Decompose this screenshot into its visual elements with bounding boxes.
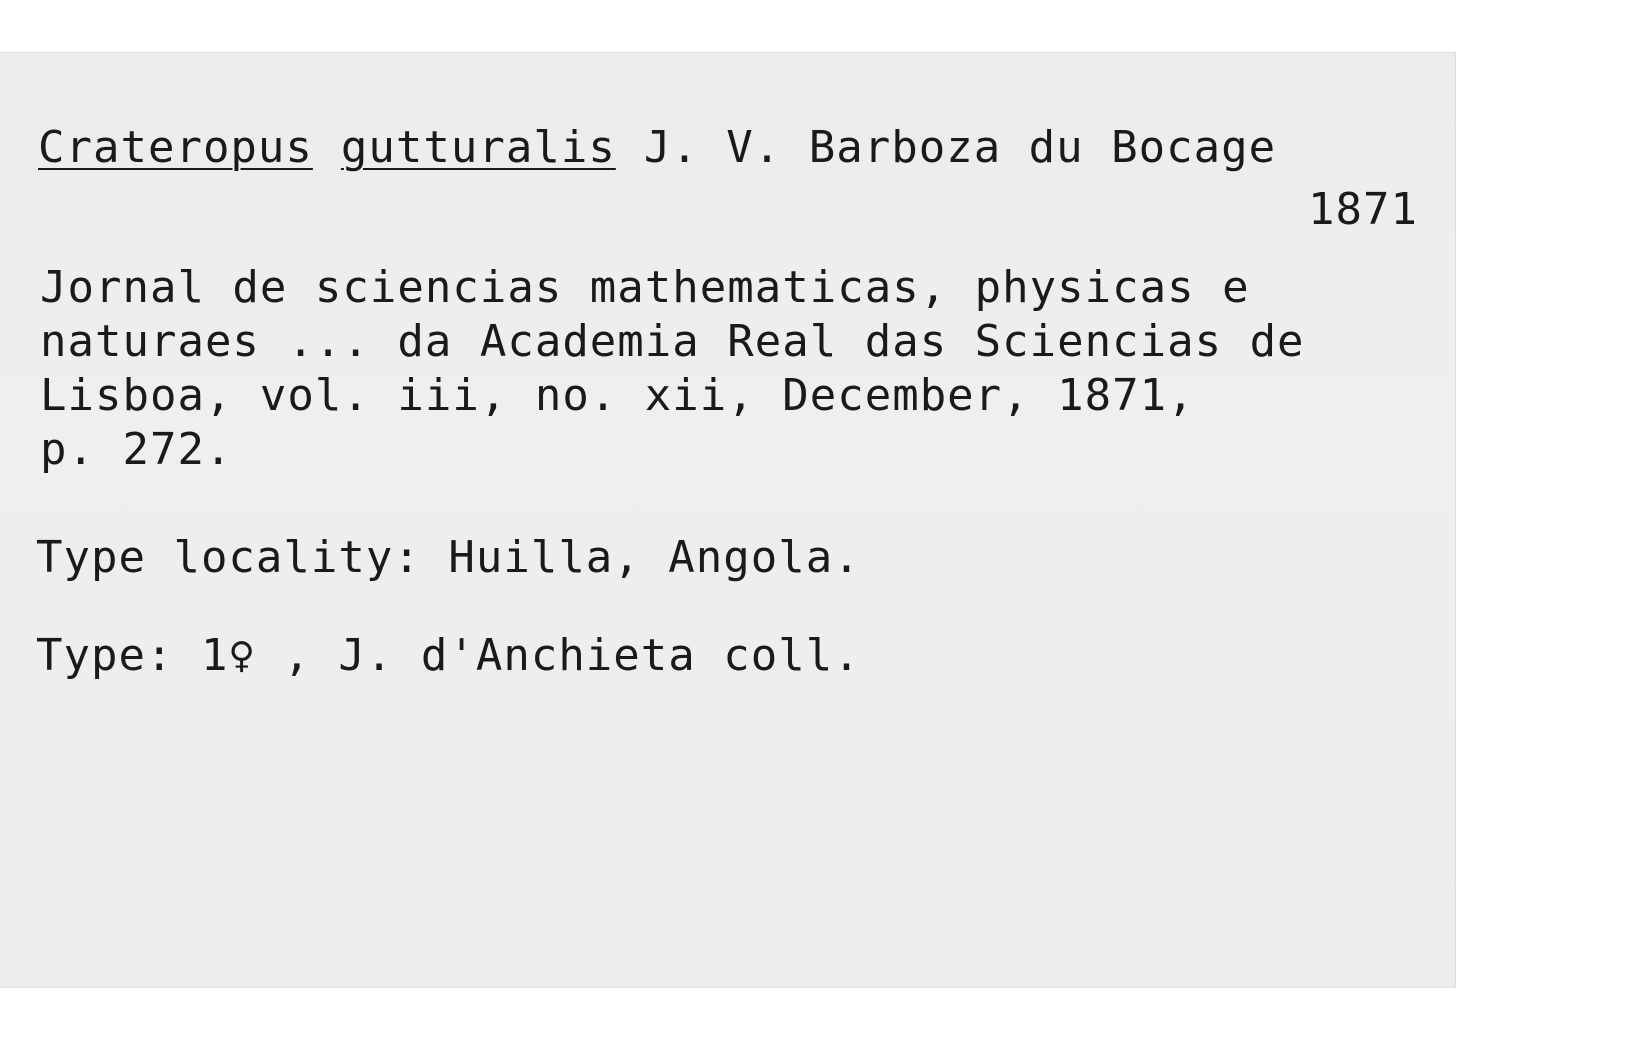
type-locality: Type locality: Huilla, Angola.	[36, 532, 861, 583]
title-line	[38, 122, 1277, 173]
publication-year: 1871	[1308, 184, 1418, 235]
citation-line-3: Lisboa, vol. iii, no. xii, December, 1871,	[40, 370, 1195, 421]
citation-line-4: p. 272.	[40, 424, 233, 475]
index-card	[0, 52, 1456, 988]
species-name: gutturalis	[340, 122, 616, 173]
genus-name: Crateropus	[38, 122, 313, 173]
citation-line-2: naturaes ... da Academia Real das Sciencias de	[40, 316, 1305, 367]
author-name: J. V. Barboza du Bocage	[643, 122, 1277, 173]
type-specimen: Type: 1♀ , J. d'Anchieta coll.	[36, 630, 861, 681]
citation-line-1: Jornal de sciencias mathematicas, physicas e	[40, 262, 1250, 313]
